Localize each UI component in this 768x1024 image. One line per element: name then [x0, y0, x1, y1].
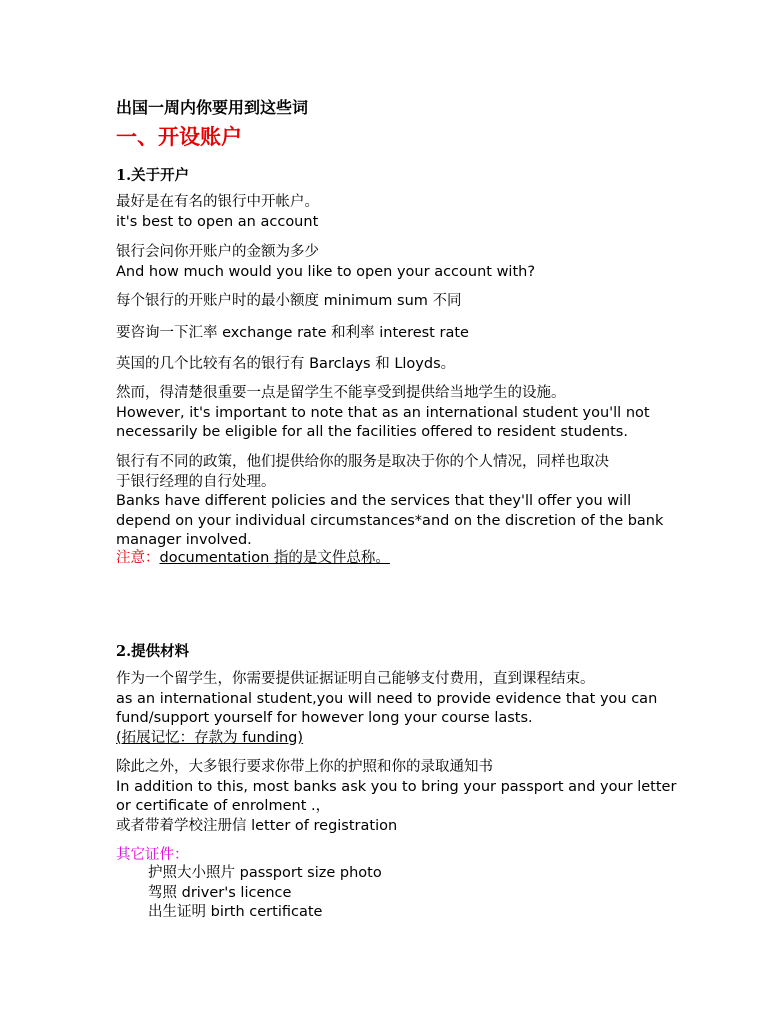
text-line: 除此之外，大多银行要求你带上你的护照和你的录取通知书: [116, 759, 493, 775]
memory-tip: (拓展记忆：存款为 funding): [116, 729, 304, 746]
text-line: 最好是在有名的银行中开帐户。: [116, 194, 319, 210]
list-item: 护照大小照片 passport size photo: [148, 865, 382, 881]
text-line: In addition to this, most banks ask you to bring your passport and your letter: [116, 778, 677, 795]
text-line: 银行会问你开账户的金额为多少: [116, 244, 319, 260]
paragraph: [116, 193, 319, 232]
subsection-heading-documents: 2.提供材料: [116, 643, 190, 660]
list-item: 驾照 driver's licence: [148, 884, 292, 901]
text-line: it's best to open an account: [116, 213, 319, 230]
paragraph: 每个银行的开账户时的最小额度 minimum sum 不同: [116, 293, 462, 309]
paragraph: [116, 243, 535, 282]
document-title: 出国一周内你要用到这些词: [116, 98, 309, 117]
text-line: However, it's important to note that as an international student you'll not: [116, 404, 650, 421]
section-heading: 一、开设账户: [116, 124, 242, 149]
subsection-heading-account-opening: 1.关于开户: [116, 167, 190, 184]
paragraph: [116, 758, 676, 836]
paragraph: 要咨询一下汇率 exchange rate 和利率 interest rate: [116, 325, 469, 341]
text-line: necessarily be eligible for all the facilities offered to resident students.: [116, 424, 628, 440]
text-line: as an international student,you will need to provide evidence that you can: [116, 690, 658, 707]
note-label: 注意：: [116, 550, 160, 566]
text-line: 于银行经理的自行处理。: [116, 473, 276, 490]
other-documents-label: 其它证件：: [116, 847, 189, 863]
text-line: 或者带着学校注册信 letter of registration: [116, 817, 398, 834]
list-item: 出生证明 birth certificate: [148, 904, 323, 920]
other-documents-list: [148, 864, 382, 923]
text-line: And how much would you like to open your account with?: [116, 263, 536, 280]
paragraph: 英国的几个比较有名的银行有 Barclays 和 Lloyds。: [116, 356, 456, 372]
paragraph: [116, 384, 650, 443]
text-line: or certificate of enrolment .，: [116, 798, 331, 814]
text-line: 银行有不同的政策，他们提供给你的服务是取决于你的个人情况，同样也取决: [116, 454, 609, 470]
paragraph: [116, 453, 663, 551]
text-line: 作为一个留学生，你需要提供证据证明自己能够支付费用，直到课程结束。: [116, 671, 595, 687]
note-text: documentation 指的是文件总称。: [159, 550, 390, 566]
text-line: depend on your individual circumstances*and on the discretion of the bank: [116, 512, 664, 529]
paragraph: [116, 670, 657, 748]
text-line: fund/support yourself for however long your course lasts.: [116, 710, 533, 726]
text-line: Banks have different policies and the services that they'll offer you will: [116, 493, 632, 509]
note: [116, 549, 390, 569]
text-line: 然而，得清楚很重要一点是留学生不能享受到提供给当地学生的设施。: [116, 385, 566, 401]
text-line: manager involved.: [116, 532, 252, 548]
